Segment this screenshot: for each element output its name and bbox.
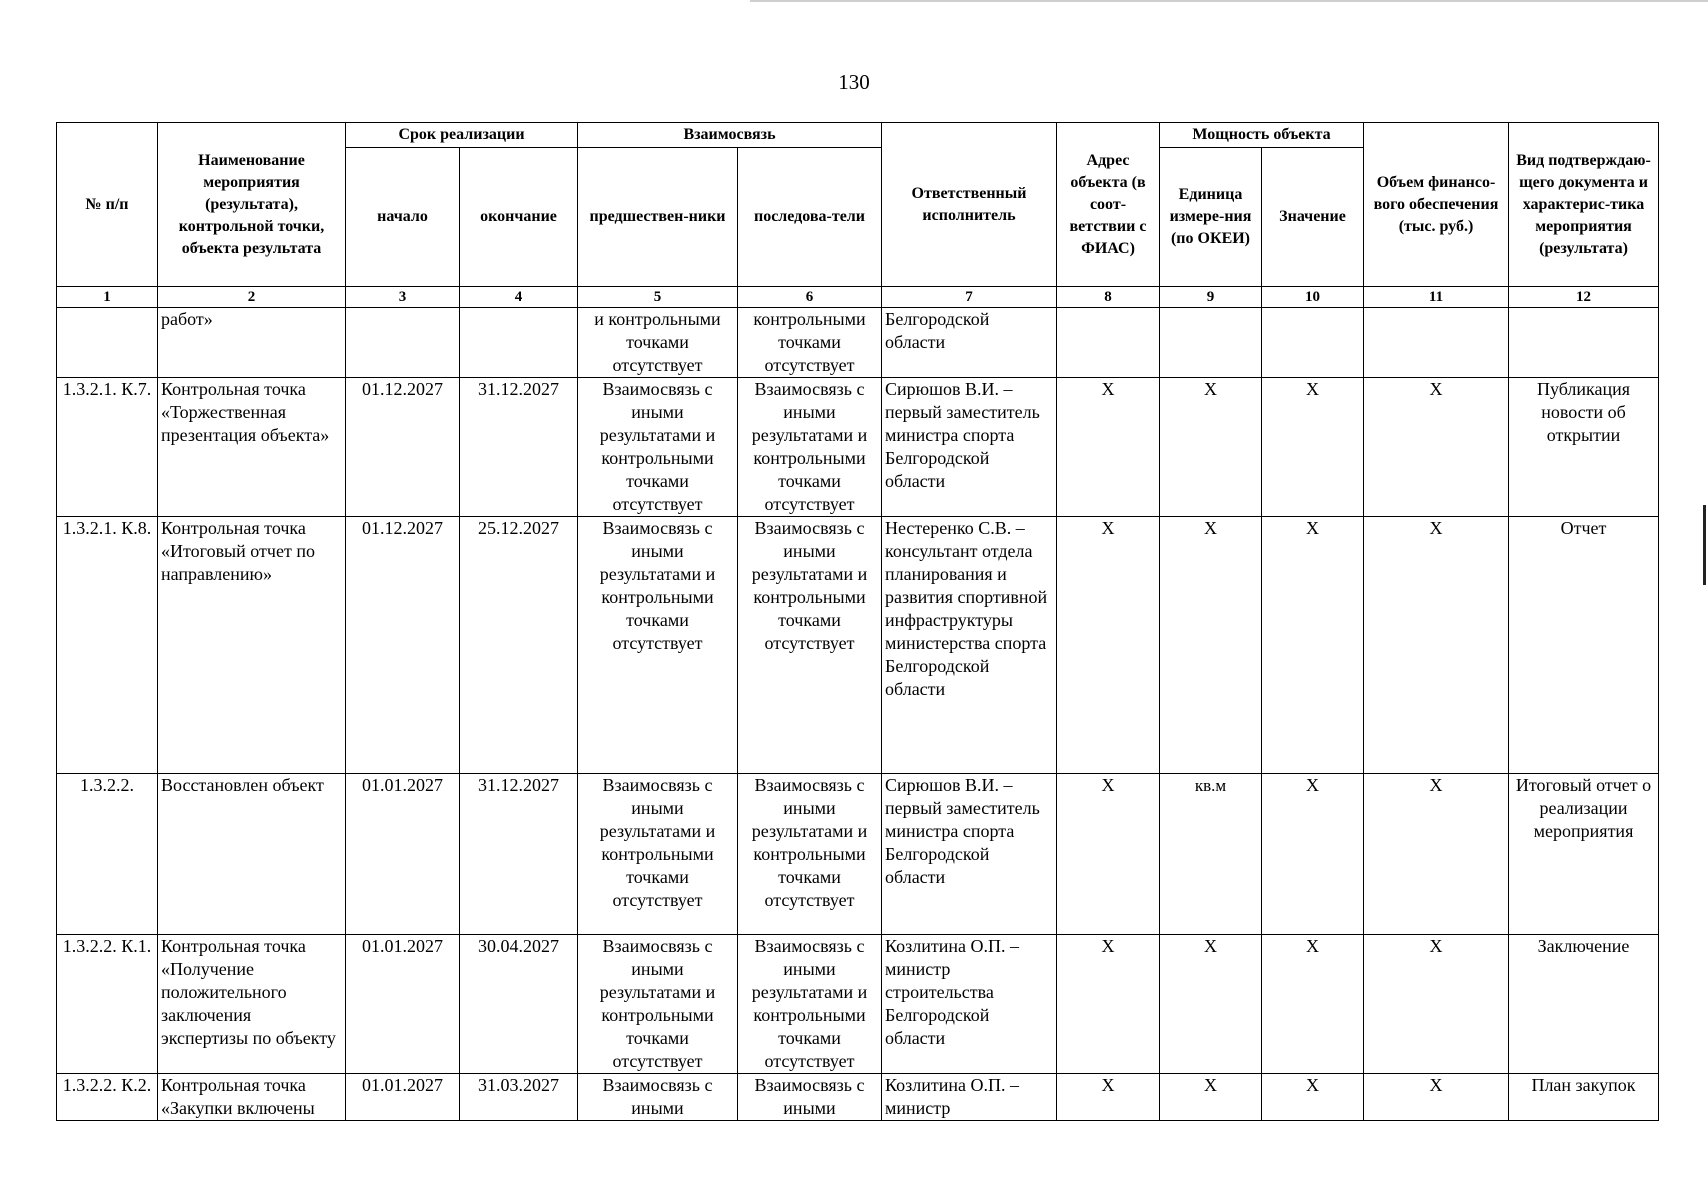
column-number: 6 [738, 287, 882, 308]
header-finance: Объем финансо-вого обеспечения (тыс. руб.) [1364, 123, 1509, 287]
header-name: Наименование мероприятия (результата), контрольной точки, объекта результата [158, 123, 346, 287]
cell-doc: Отчет [1509, 517, 1659, 774]
column-number: 8 [1057, 287, 1160, 308]
cell-value: X [1262, 1074, 1364, 1121]
table-row [57, 378, 1659, 517]
cell-responsible: Нестеренко С.В. – консультант отдела планирования и развития спортивной инфраструктуры министерства спорта Белгородской области [882, 517, 1057, 774]
cell-end: 30.04.2027 [460, 935, 578, 1074]
cell-num: 1.3.2.1. К.7. [57, 378, 158, 517]
cell-doc: Итоговый отчет о реализации мероприятия [1509, 774, 1659, 935]
cell-prev: Взаимосвязь с иными [578, 1074, 738, 1121]
cell-unit: X [1160, 378, 1262, 517]
cell-prev: Взаимосвязь с иными результатами и контрольными точками отсутствует [578, 774, 738, 935]
header-term-group: Срок реализации [346, 123, 578, 148]
cell-name: Восстановлен объект [158, 774, 346, 935]
cell-address: X [1057, 378, 1160, 517]
header-link-next: последова-тели [738, 148, 882, 287]
cell-finance: X [1364, 774, 1509, 935]
cell-end: 25.12.2027 [460, 517, 578, 774]
cell-doc: План закупок [1509, 1074, 1659, 1121]
cell-num: 1.3.2.1. К.8. [57, 517, 158, 774]
cell-num: 1.3.2.2. [57, 774, 158, 935]
cell-address: X [1057, 517, 1160, 774]
cell-end [460, 308, 578, 378]
column-number: 12 [1509, 287, 1659, 308]
header-row-top [57, 123, 1659, 148]
cell-next: Взаимосвязь с иными результатами и контрольными точками отсутствует [738, 378, 882, 517]
cell-prev: Взаимосвязь с иными результатами и контрольными точками отсутствует [578, 517, 738, 774]
cell-start [346, 308, 460, 378]
cell-finance: X [1364, 935, 1509, 1074]
cell-next: контрольными точками отсутствует [738, 308, 882, 378]
header-link-prev: предшествен-ники [578, 148, 738, 287]
cell-value: X [1262, 935, 1364, 1074]
cell-start: 01.01.2027 [346, 1074, 460, 1121]
table-row [57, 308, 1659, 378]
column-number: 11 [1364, 287, 1509, 308]
header-doc-type: Вид подтверждаю-щего документа и характерис-тика мероприятия (результата) [1509, 123, 1659, 287]
cell-responsible: Сирюшов В.И. – первый заместитель министра спорта Белгородской области [882, 378, 1057, 517]
cell-doc: Заключение [1509, 935, 1659, 1074]
cell-num: 1.3.2.2. К.1. [57, 935, 158, 1074]
cell-start: 01.01.2027 [346, 935, 460, 1074]
table-row [57, 1074, 1659, 1121]
header-value: Значение [1262, 148, 1364, 287]
scan-edge-mark [1703, 505, 1706, 585]
cell-unit: X [1160, 517, 1262, 774]
cell-unit: кв.м [1160, 774, 1262, 935]
cell-next: Взаимосвязь с иными результатами и контрольными точками отсутствует [738, 774, 882, 935]
cell-value: X [1262, 378, 1364, 517]
cell-name: работ» [158, 308, 346, 378]
cell-start: 01.01.2027 [346, 774, 460, 935]
column-number: 4 [460, 287, 578, 308]
cell-responsible: Козлитина О.П. – министр строительства Белгородской области [882, 935, 1057, 1074]
cell-unit: X [1160, 935, 1262, 1074]
header-responsible: Ответственный исполнитель [882, 123, 1057, 287]
column-number: 7 [882, 287, 1057, 308]
cell-finance: X [1364, 1074, 1509, 1121]
cell-name: Контрольная точка «Торжественная презентация объекта» [158, 378, 346, 517]
scan-top-edge [750, 0, 1708, 2]
header-link-group: Взаимосвязь [578, 123, 882, 148]
cell-prev: Взаимосвязь с иными результатами и контрольными точками отсутствует [578, 378, 738, 517]
page-number: 130 [838, 70, 870, 94]
cell-value [1262, 308, 1364, 378]
cell-address [1057, 308, 1160, 378]
table-row [57, 774, 1659, 935]
column-number: 9 [1160, 287, 1262, 308]
column-number: 1 [57, 287, 158, 308]
header-num: № п/п [57, 123, 158, 287]
header-capacity-group: Мощность объекта [1160, 123, 1364, 148]
cell-address: X [1057, 935, 1160, 1074]
cell-start: 01.12.2027 [346, 517, 460, 774]
plan-table [56, 122, 1659, 1121]
column-number: 2 [158, 287, 346, 308]
header-address: Адрес объекта (в соот-ветствии с ФИАС) [1057, 123, 1160, 287]
cell-end: 31.12.2027 [460, 774, 578, 935]
cell-responsible: Белгородской области [882, 308, 1057, 378]
cell-value: X [1262, 517, 1364, 774]
cell-name: Контрольная точка «Получение положительного заключения экспертизы по объекту [158, 935, 346, 1074]
cell-finance: X [1364, 517, 1509, 774]
cell-num [57, 308, 158, 378]
cell-responsible: Козлитина О.П. – министр [882, 1074, 1057, 1121]
column-number: 3 [346, 287, 460, 308]
column-number: 10 [1262, 287, 1364, 308]
table-row [57, 517, 1659, 774]
cell-address: X [1057, 774, 1160, 935]
cell-next: Взаимосвязь с иными [738, 1074, 882, 1121]
cell-unit [1160, 308, 1262, 378]
table-row [57, 935, 1659, 1074]
cell-finance [1364, 308, 1509, 378]
cell-responsible: Сирюшов В.И. – первый заместитель министра спорта Белгородской области [882, 774, 1057, 935]
header-unit: Единица измере-ния (по ОКЕИ) [1160, 148, 1262, 287]
cell-value: X [1262, 774, 1364, 935]
header-term-start: начало [346, 148, 460, 287]
column-number-row [57, 287, 1659, 308]
cell-doc: Публикация новости об открытии [1509, 378, 1659, 517]
cell-end: 31.12.2027 [460, 378, 578, 517]
cell-prev: и контрольными точками отсутствует [578, 308, 738, 378]
cell-next: Взаимосвязь с иными результатами и контрольными точками отсутствует [738, 517, 882, 774]
cell-name: Контрольная точка «Итоговый отчет по направлению» [158, 517, 346, 774]
cell-next: Взаимосвязь с иными результатами и контрольными точками отсутствует [738, 935, 882, 1074]
cell-name: Контрольная точка «Закупки включены [158, 1074, 346, 1121]
cell-start: 01.12.2027 [346, 378, 460, 517]
cell-prev: Взаимосвязь с иными результатами и контрольными точками отсутствует [578, 935, 738, 1074]
cell-finance: X [1364, 378, 1509, 517]
cell-end: 31.03.2027 [460, 1074, 578, 1121]
cell-num: 1.3.2.2. К.2. [57, 1074, 158, 1121]
column-number: 5 [578, 287, 738, 308]
cell-doc [1509, 308, 1659, 378]
header-term-end: окончание [460, 148, 578, 287]
cell-unit: X [1160, 1074, 1262, 1121]
cell-address: X [1057, 1074, 1160, 1121]
